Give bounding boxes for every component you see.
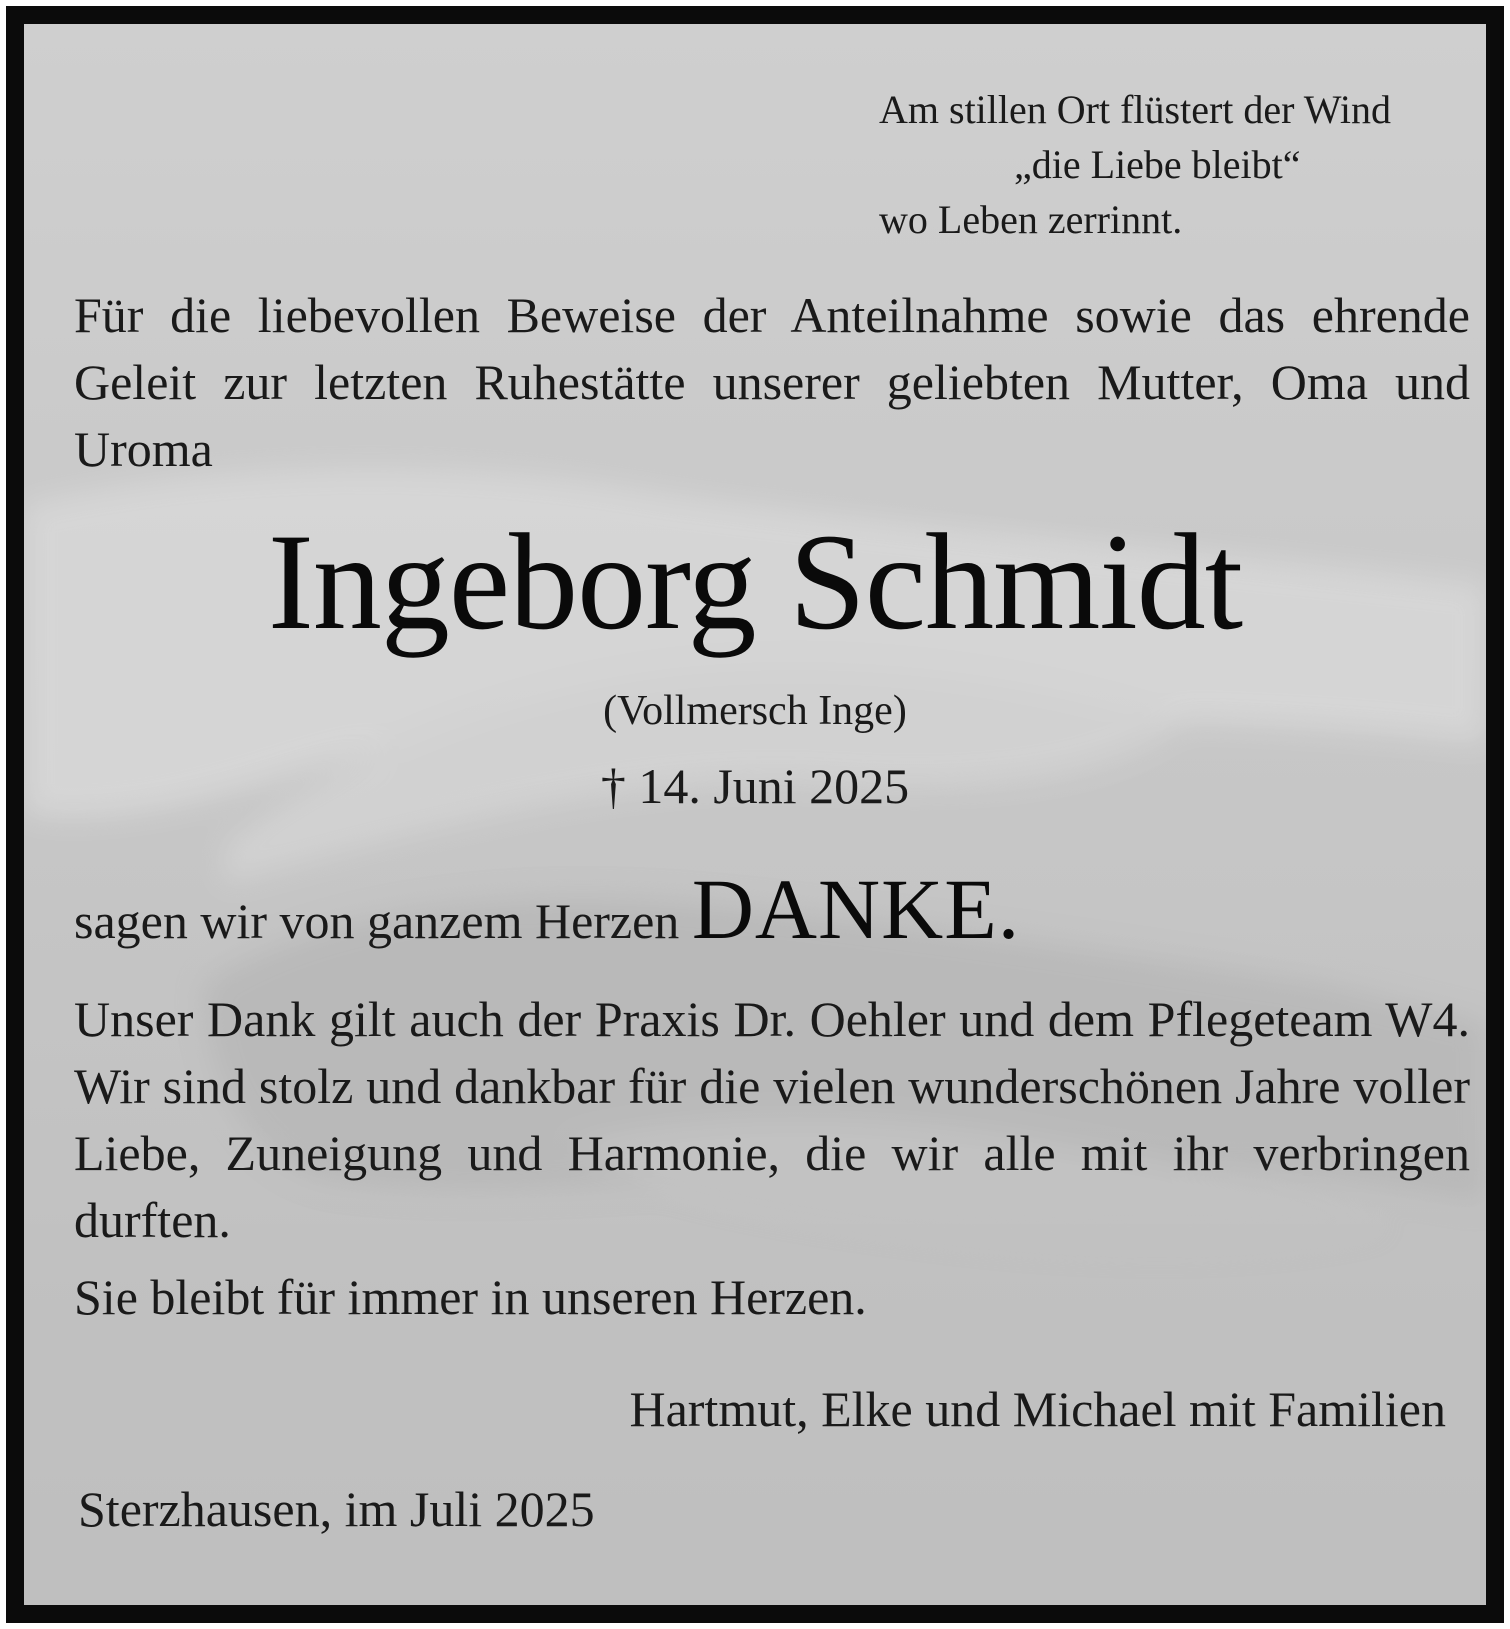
poem — [879, 82, 1439, 247]
obituary-notice — [6, 6, 1504, 1623]
danke-lead-text: sagen wir von ganzem Herzen — [74, 893, 692, 949]
deceased-nickname: (Vollmersch Inge) — [603, 688, 907, 734]
closing-line: Sie bleibt für immer in unseren Herzen. — [74, 1269, 867, 1325]
thanks-paragraph: Unser Dank gilt auch der Praxis Dr. Oehler und dem Pflegeteam W4. Wir sind stolz und dankbar für die vielen wunderschönen Jahre voller Liebe, Zuneigung und Harmonie, die wir alle mit ihr verbringen durften. — [74, 991, 1470, 1248]
poem-line-1: Am stillen Ort flüstert der Wind — [879, 87, 1392, 132]
deceased-name: Ingeborg Schmidt — [267, 505, 1243, 658]
family-signature: Hartmut, Elke und Michael mit Familien — [629, 1381, 1446, 1437]
poem-line-2: „die Liebe bleibt“ — [1014, 142, 1301, 187]
death-date: † 14. Juni 2025 — [600, 758, 910, 814]
place-and-date: Sterzhausen, im Juli 2025 — [78, 1481, 595, 1537]
danke-line — [74, 861, 1470, 966]
danke-word: DANKE. — [691, 861, 1021, 957]
poem-line-3: wo Leben zerrinnt. — [879, 197, 1183, 242]
intro-text: Für die liebevollen Beweise der Anteilnahme sowie das ehrende Geleit zur letzten Ruhestätte unserer geliebten Mutter, Oma und Uroma — [74, 287, 1470, 477]
